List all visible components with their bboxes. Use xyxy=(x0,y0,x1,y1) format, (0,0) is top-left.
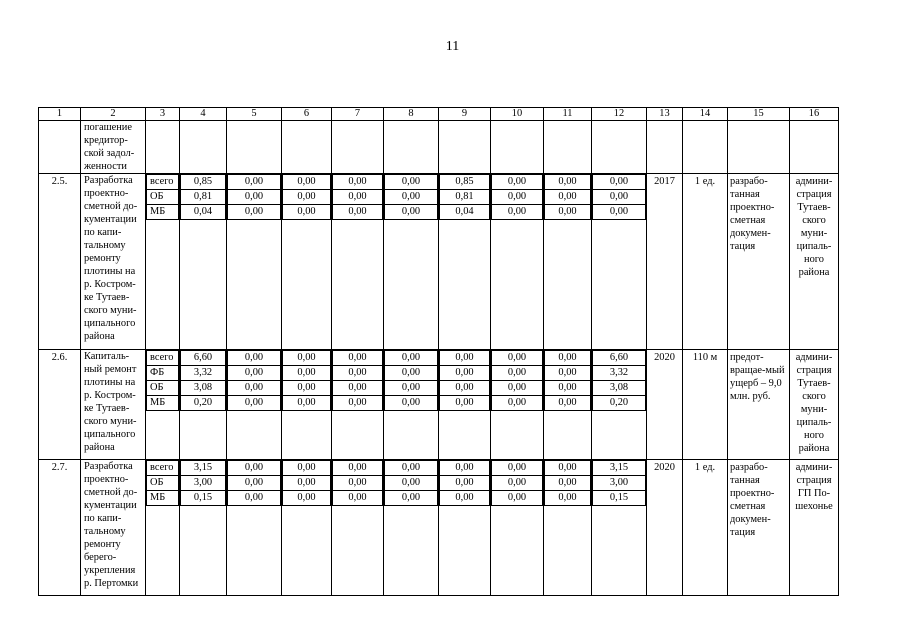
funding-source: всего xyxy=(147,175,179,190)
funding-value: 3,32 xyxy=(181,366,226,381)
header-cell: 16 xyxy=(790,108,839,121)
funding-value-cell xyxy=(491,174,544,350)
funding-source: ОБ xyxy=(147,476,179,491)
funding-value-cell xyxy=(282,350,332,460)
funding-source-cell xyxy=(146,174,180,350)
funding-value-cell xyxy=(439,460,491,596)
funding-value: 0,00 xyxy=(545,351,591,366)
funding-value: 0,00 xyxy=(228,175,281,190)
header-cell: 10 xyxy=(491,108,544,121)
funding-value-cell xyxy=(332,350,384,460)
funding-value: 0,00 xyxy=(545,205,591,220)
funding-value: 0,00 xyxy=(385,205,438,220)
funding-source: всего xyxy=(147,461,179,476)
funding-value: 3,32 xyxy=(593,366,646,381)
table-row xyxy=(39,460,839,596)
executor: админи-страция Тутаев-ского муни-ципаль-ного района xyxy=(790,350,839,460)
funding-value-cell xyxy=(282,174,332,350)
funding-value: 0,20 xyxy=(593,396,646,411)
table-row xyxy=(39,174,839,350)
funding-value: 0,00 xyxy=(385,491,438,506)
funding-value: 0,85 xyxy=(440,175,490,190)
funding-value: 0,00 xyxy=(545,190,591,205)
header-cell: 5 xyxy=(227,108,282,121)
funding-value: 0,00 xyxy=(492,491,543,506)
funding-value: 0,00 xyxy=(283,461,331,476)
funding-source: всего xyxy=(147,351,179,366)
funding-value: 0,00 xyxy=(545,476,591,491)
funding-value: 0,00 xyxy=(228,190,281,205)
header-cell: 15 xyxy=(728,108,790,121)
funding-source-cell xyxy=(146,460,180,596)
funding-value: 0,00 xyxy=(333,381,383,396)
funding-source: ФБ xyxy=(147,366,179,381)
funding-value: 0,00 xyxy=(492,205,543,220)
activity-name: Разработка проектно-сметной до-кументации по капи-тальному ремонту берего-укрепления р. Пертомки xyxy=(81,460,146,596)
expected-result: предот-вращае-мый ущерб – 9,0 млн. руб. xyxy=(728,350,790,460)
row-number: 2.7. xyxy=(39,460,81,596)
funding-value: 0,00 xyxy=(545,366,591,381)
funding-value: 0,00 xyxy=(440,491,490,506)
funding-value: 0,00 xyxy=(333,190,383,205)
funding-value: 3,15 xyxy=(593,461,646,476)
funding-value-cell xyxy=(592,350,647,460)
funding-source-cell xyxy=(146,350,180,460)
funding-value: 0,00 xyxy=(385,366,438,381)
header-cell: 11 xyxy=(544,108,592,121)
funding-value: 0,00 xyxy=(545,175,591,190)
funding-value: 0,00 xyxy=(333,476,383,491)
funding-value: 0,00 xyxy=(333,396,383,411)
funding-value: 0,00 xyxy=(333,205,383,220)
funding-value: 0,00 xyxy=(545,491,591,506)
funding-value: 0,00 xyxy=(492,175,543,190)
funding-value-cell xyxy=(384,350,439,460)
funding-value: 0,04 xyxy=(440,205,490,220)
year: 2020 xyxy=(647,350,683,460)
funding-value: 0,00 xyxy=(283,381,331,396)
continuation-text: погашение кредитор-ской задол-женности xyxy=(81,121,146,174)
header-cell: 13 xyxy=(647,108,683,121)
funding-value: 0,00 xyxy=(385,396,438,411)
funding-value: 0,00 xyxy=(228,351,281,366)
funding-source: МБ xyxy=(147,396,179,411)
funding-value: 0,00 xyxy=(440,461,490,476)
funding-value-cell xyxy=(180,174,227,350)
funding-source: МБ xyxy=(147,205,179,220)
funding-value-cell xyxy=(384,174,439,350)
funding-value-cell xyxy=(439,174,491,350)
funding-value: 0,00 xyxy=(593,205,646,220)
page-number: 11 xyxy=(445,39,460,54)
funding-value-cell xyxy=(227,350,282,460)
funding-value: 0,00 xyxy=(440,476,490,491)
funding-value: 0,00 xyxy=(283,175,331,190)
funding-value: 0,00 xyxy=(333,175,383,190)
funding-value: 0,00 xyxy=(283,351,331,366)
header-cell: 2 xyxy=(81,108,146,121)
funding-value-cell xyxy=(592,174,647,350)
funding-value: 0,00 xyxy=(492,476,543,491)
funding-value: 0,15 xyxy=(181,491,226,506)
funding-value: 0,00 xyxy=(492,366,543,381)
funding-value: 0,00 xyxy=(228,461,281,476)
funding-value-cell xyxy=(332,174,384,350)
funding-value-cell xyxy=(384,460,439,596)
quantity: 1 ед. xyxy=(683,174,728,350)
funding-value: 0,85 xyxy=(181,175,226,190)
funding-source: ОБ xyxy=(147,190,179,205)
funding-value: 0,00 xyxy=(385,351,438,366)
header-cell: 12 xyxy=(592,108,647,121)
funding-value: 0,00 xyxy=(492,396,543,411)
funding-value: 0,00 xyxy=(228,476,281,491)
funding-value: 0,00 xyxy=(228,366,281,381)
funding-value-cell xyxy=(439,350,491,460)
header-cell: 9 xyxy=(439,108,491,121)
funding-value-cell xyxy=(491,460,544,596)
funding-value-cell xyxy=(282,460,332,596)
expected-result: разрабо-танная проектно-сметная докумен-тация xyxy=(728,460,790,596)
funding-value: 0,00 xyxy=(283,396,331,411)
funding-value: 0,00 xyxy=(545,396,591,411)
funding-value: 0,00 xyxy=(440,396,490,411)
quantity: 110 м xyxy=(683,350,728,460)
funding-value: 0,15 xyxy=(593,491,646,506)
funding-value: 0,00 xyxy=(492,381,543,396)
executor: админи-страция ГП По-шехонье xyxy=(790,460,839,596)
funding-value: 0,00 xyxy=(283,205,331,220)
activity-name: Капиталь-ный ремонт плотины на р. Костром-ке Тутаев-ского муни-ципального района xyxy=(81,350,146,460)
funding-source: МБ xyxy=(147,491,179,506)
funding-value: 6,60 xyxy=(593,351,646,366)
row-number: 2.5. xyxy=(39,174,81,350)
year: 2020 xyxy=(647,460,683,596)
executor: админи-страция Тутаев-ского муни-ципаль-ного района xyxy=(790,174,839,350)
funding-value: 3,08 xyxy=(593,381,646,396)
funding-value-cell xyxy=(180,460,227,596)
funding-value: 3,00 xyxy=(593,476,646,491)
header-cell: 14 xyxy=(683,108,728,121)
funding-value: 0,00 xyxy=(492,190,543,205)
funding-value: 6,60 xyxy=(181,351,226,366)
funding-value: 0,00 xyxy=(283,476,331,491)
funding-value-cell xyxy=(544,460,592,596)
funding-value: 0,00 xyxy=(333,351,383,366)
header-cell: 4 xyxy=(180,108,227,121)
continuation-row xyxy=(39,121,839,174)
funding-value: 0,00 xyxy=(593,175,646,190)
funding-value: 0,00 xyxy=(492,461,543,476)
funding-value: 0,00 xyxy=(385,190,438,205)
funding-value: 0,00 xyxy=(385,476,438,491)
funding-value: 0,00 xyxy=(440,366,490,381)
header-cell: 8 xyxy=(384,108,439,121)
year: 2017 xyxy=(647,174,683,350)
funding-value: 0,00 xyxy=(333,491,383,506)
funding-value: 0,81 xyxy=(440,190,490,205)
funding-value: 3,15 xyxy=(181,461,226,476)
funding-value-cell xyxy=(227,460,282,596)
header-cell: 1 xyxy=(39,108,81,121)
funding-value: 0,00 xyxy=(228,491,281,506)
funding-value: 0,00 xyxy=(545,381,591,396)
funding-value: 0,00 xyxy=(283,190,331,205)
column-number-header xyxy=(39,108,839,121)
funding-value-cell xyxy=(332,460,384,596)
funding-value-cell xyxy=(544,350,592,460)
activity-name: Разработка проектно-сметной до-кументации по капи-тальному ремонту плотины на р. Костром-ке Тутаев-ского муни-ципального района xyxy=(81,174,146,350)
funding-value: 0,00 xyxy=(385,381,438,396)
funding-value: 0,00 xyxy=(385,175,438,190)
expected-result: разрабо-танная проектно-сметная докумен-тация xyxy=(728,174,790,350)
funding-value: 0,00 xyxy=(440,381,490,396)
funding-value-cell xyxy=(180,350,227,460)
funding-value: 3,08 xyxy=(181,381,226,396)
funding-value: 0,04 xyxy=(181,205,226,220)
table-row xyxy=(39,350,839,460)
funding-value: 0,00 xyxy=(228,381,281,396)
header-cell: 6 xyxy=(282,108,332,121)
row-number: 2.6. xyxy=(39,350,81,460)
funding-value: 0,00 xyxy=(333,461,383,476)
header-cell: 7 xyxy=(332,108,384,121)
program-table xyxy=(38,107,839,596)
funding-value: 3,00 xyxy=(181,476,226,491)
funding-value: 0,00 xyxy=(440,351,490,366)
funding-value: 0,00 xyxy=(492,351,543,366)
funding-value: 0,00 xyxy=(593,190,646,205)
funding-value: 0,00 xyxy=(283,366,331,381)
funding-value: 0,81 xyxy=(181,190,226,205)
funding-value: 0,00 xyxy=(333,366,383,381)
funding-value-cell xyxy=(491,350,544,460)
funding-value: 0,00 xyxy=(283,491,331,506)
funding-value-cell xyxy=(227,174,282,350)
quantity: 1 ед. xyxy=(683,460,728,596)
funding-value: 0,00 xyxy=(228,396,281,411)
funding-value: 0,00 xyxy=(385,461,438,476)
funding-value: 0,00 xyxy=(545,461,591,476)
funding-value: 0,20 xyxy=(181,396,226,411)
funding-value: 0,00 xyxy=(228,205,281,220)
funding-value-cell xyxy=(544,174,592,350)
funding-source: ОБ xyxy=(147,381,179,396)
funding-value-cell xyxy=(592,460,647,596)
header-cell: 3 xyxy=(146,108,180,121)
